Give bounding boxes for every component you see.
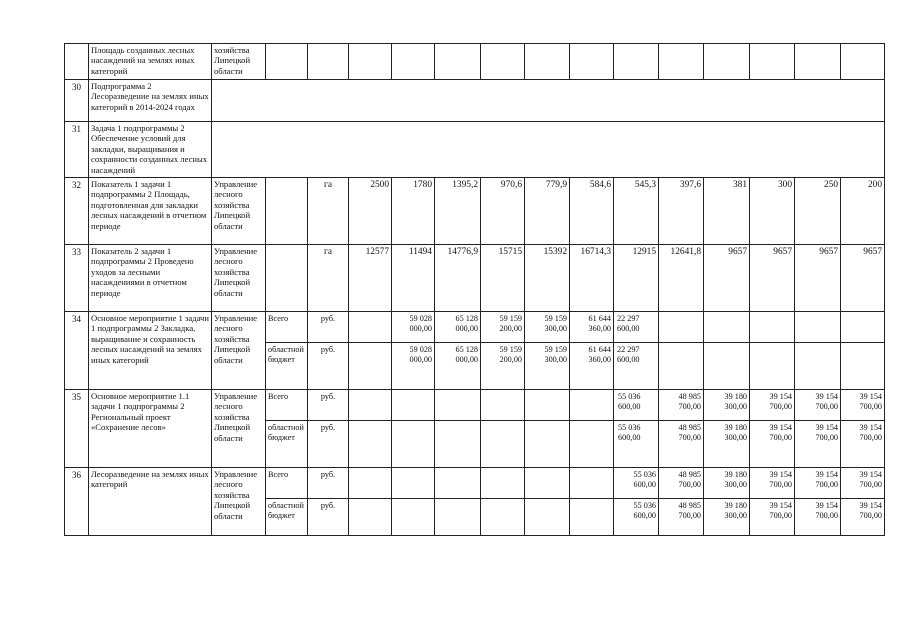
unit-cell: га [308, 178, 349, 245]
value-regional: 48 985 700,00 [678, 501, 701, 520]
table-row [65, 245, 885, 312]
funding-source-cell [266, 245, 308, 312]
value-regional: 48 985 700,00 [678, 423, 701, 442]
table-row [65, 468, 885, 536]
value-cell [750, 390, 795, 468]
unit-total: руб. [320, 470, 336, 479]
value-regional: 39 154 700,00 [769, 501, 792, 520]
executor-cell: Управление лесного хозяйства Липецкой области [212, 245, 266, 312]
value-cell [435, 390, 481, 468]
value-regional: 55 036 600,00 [633, 501, 656, 520]
row-number-cell [65, 44, 89, 80]
value-regional: 59 159 300,00 [544, 345, 567, 364]
unit-cell: га [308, 245, 349, 312]
row-number-cell: 30 [65, 80, 89, 122]
value-total: 39 154 700,00 [769, 392, 792, 411]
value-cell: 545,3 [614, 178, 659, 245]
value-total: 59 159 200,00 [499, 314, 522, 333]
value-cell [525, 390, 570, 468]
table-row [65, 178, 885, 245]
value-regional: 39 154 700,00 [859, 501, 882, 520]
value-cell [795, 312, 841, 390]
funding-source-cell [266, 178, 308, 245]
value-cell: 12577 [349, 245, 392, 312]
executor-cell: Управление лесного хозяйства Липецкой области [212, 178, 266, 245]
table-row [65, 44, 885, 80]
document-table [64, 43, 885, 536]
value-cell [481, 468, 525, 536]
value-cell [750, 312, 795, 390]
funding-source-total: Всего [268, 392, 289, 401]
value-total: 55 036 600,00 [633, 470, 656, 489]
table-row [65, 390, 885, 468]
value-cell: 250 [795, 178, 841, 245]
funding-source-regional: областной бюджет [268, 345, 304, 364]
merged-empty-cell [212, 122, 885, 178]
funding-source-cell [266, 312, 308, 390]
value-cell [570, 468, 614, 536]
value-total: 39 154 700,00 [769, 470, 792, 489]
value-regional: 39 154 700,00 [769, 423, 792, 442]
row-number-cell: 31 [65, 122, 89, 178]
value-total: 39 180 300,00 [724, 392, 747, 411]
value-cell [525, 468, 570, 536]
value-cell: 1395,2 [435, 178, 481, 245]
value-cell: 9657 [795, 245, 841, 312]
value-total: 48 985 700,00 [678, 470, 701, 489]
unit-total: руб. [320, 392, 336, 401]
value-regional: 65 128 000,00 [455, 345, 478, 364]
value-total: 59 159 300,00 [544, 314, 567, 333]
unit-total: руб. [320, 314, 336, 323]
value-cell: 381 [704, 178, 750, 245]
table-row [65, 122, 885, 178]
value-cell: 970,6 [481, 178, 525, 245]
table-row [65, 80, 885, 122]
value-cell: 2500 [349, 178, 392, 245]
value-regional: 39 180 300,00 [724, 423, 747, 442]
value-cell: 14776,9 [435, 245, 481, 312]
value-total: 39 154 700,00 [815, 392, 838, 411]
value-total: 39 154 700,00 [859, 470, 882, 489]
value-cell: 200 [841, 178, 885, 245]
value-cell [570, 312, 614, 390]
table-row [65, 312, 885, 390]
row-number-cell: 32 [65, 178, 89, 245]
value-total: 22 297 600,00 [617, 314, 640, 333]
value-cell: 300 [750, 178, 795, 245]
value-cell: 15392 [525, 245, 570, 312]
value-cell [750, 468, 795, 536]
value-total: 39 154 700,00 [859, 392, 882, 411]
indicator-name-cell: Лесоразведение на землях иных категорий [89, 468, 212, 536]
value-cell: 12641,8 [659, 245, 704, 312]
value-cell [841, 468, 885, 536]
value-cell: 9657 [750, 245, 795, 312]
value-cell [392, 390, 435, 468]
unit-cell [308, 312, 349, 390]
value-cell [704, 390, 750, 468]
unit-regional: руб. [320, 423, 336, 432]
value-cell: 12915 [614, 245, 659, 312]
row-number-cell: 35 [65, 390, 89, 468]
executor-cell: хозяйства Липецкой области [212, 44, 266, 80]
value-cell [481, 390, 525, 468]
value-total: 59 028 000,00 [409, 314, 432, 333]
value-cell [704, 468, 750, 536]
value-cell [392, 312, 435, 390]
value-total: 65 128 000,00 [455, 314, 478, 333]
value-regional: 59 159 200,00 [499, 345, 522, 364]
value-total: 39 180 300,00 [724, 470, 747, 489]
funding-source-cell [266, 468, 308, 536]
value-cell [435, 312, 481, 390]
value-cell: 779,9 [525, 178, 570, 245]
value-cell: 1780 [392, 178, 435, 245]
value-cell [795, 468, 841, 536]
value-regional: 59 028 000,00 [409, 345, 432, 364]
value-cell [659, 390, 704, 468]
value-cell: 16714,3 [570, 245, 614, 312]
value-cell [614, 468, 659, 536]
value-cell: 397,6 [659, 178, 704, 245]
value-regional: 22 297 600,00 [617, 345, 640, 364]
funding-source-regional: областной бюджет [268, 501, 304, 520]
unit-regional: руб. [320, 345, 336, 354]
value-total: 55 036 600,00 [618, 392, 641, 411]
indicator-name-cell: Основное мероприятие 1.1 задачи 1 подпрограммы 2 Региональный проект «Сохранение лесов» [89, 390, 212, 468]
value-cell [704, 312, 750, 390]
value-cell [841, 390, 885, 468]
funding-source-total: Всего [268, 314, 289, 323]
indicator-name-cell: Показатель 1 задачи 1 подпрограммы 2 Площадь, подготовленная для закладки лесных насаждений в отчетном периоде [89, 178, 212, 245]
value-cell [614, 312, 659, 390]
indicator-name-cell: Задача 1 подпрограммы 2 Обеспечение условий для закладки, выращивания и сохранности созданных лесных насаждений [89, 122, 212, 178]
value-cell [349, 468, 392, 536]
merged-empty-cell [212, 80, 885, 122]
funding-source-cell [266, 390, 308, 468]
indicator-name-cell: Показатель 2 задачи 1 подпрограммы 2 Проведено уходов за лесными насаждениями в отчетном периоде [89, 245, 212, 312]
value-regional: 39 154 700,00 [859, 423, 882, 442]
row-number-cell: 33 [65, 245, 89, 312]
value-regional: 55 036 600,00 [618, 423, 641, 442]
executor-cell: Управление лесного хозяйства Липецкой области [212, 312, 266, 390]
value-cell [435, 468, 481, 536]
unit-cell [308, 468, 349, 536]
value-cell [349, 390, 392, 468]
indicator-name-cell: Площадь созданных лесных насаждений на землях иных категорий [89, 44, 212, 80]
value-cell [481, 312, 525, 390]
value-cell [349, 312, 392, 390]
value-regional: 39 154 700,00 [815, 423, 838, 442]
value-cell [570, 390, 614, 468]
value-cell [525, 312, 570, 390]
value-cell [614, 390, 659, 468]
indicator-name-cell: Подпрограмма 2 Лесоразведение на землях иных категорий в 2014-2024 годах [89, 80, 212, 122]
value-total: 39 154 700,00 [815, 470, 838, 489]
executor-cell: Управление лесного хозяйства Липецкой области [212, 390, 266, 468]
row-number-cell: 36 [65, 468, 89, 536]
executor-cell: Управление лесного хозяйства Липецкой области [212, 468, 266, 536]
value-cell: 9657 [841, 245, 885, 312]
funding-source-total: Всего [268, 470, 289, 479]
indicator-name-cell: Основное мероприятие 1 задачи 1 подпрограммы 2 Закладка, выращивание и сохранность лесных насаждений на землях иных категорий [89, 312, 212, 390]
value-regional: 39 180 300,00 [724, 501, 747, 520]
value-total: 61 644 360,00 [588, 314, 611, 333]
value-cell [659, 312, 704, 390]
value-cell [659, 468, 704, 536]
row-number-cell: 34 [65, 312, 89, 390]
value-cell: 9657 [704, 245, 750, 312]
value-cell: 584,6 [570, 178, 614, 245]
value-total: 48 985 700,00 [678, 392, 701, 411]
value-regional: 39 154 700,00 [815, 501, 838, 520]
value-regional: 61 644 360,00 [588, 345, 611, 364]
value-cell: 11494 [392, 245, 435, 312]
value-cell [392, 468, 435, 536]
funding-source-regional: областной бюджет [268, 423, 304, 442]
unit-cell [308, 390, 349, 468]
value-cell [795, 390, 841, 468]
value-cell: 15715 [481, 245, 525, 312]
value-cell [841, 312, 885, 390]
unit-regional: руб. [320, 501, 336, 510]
